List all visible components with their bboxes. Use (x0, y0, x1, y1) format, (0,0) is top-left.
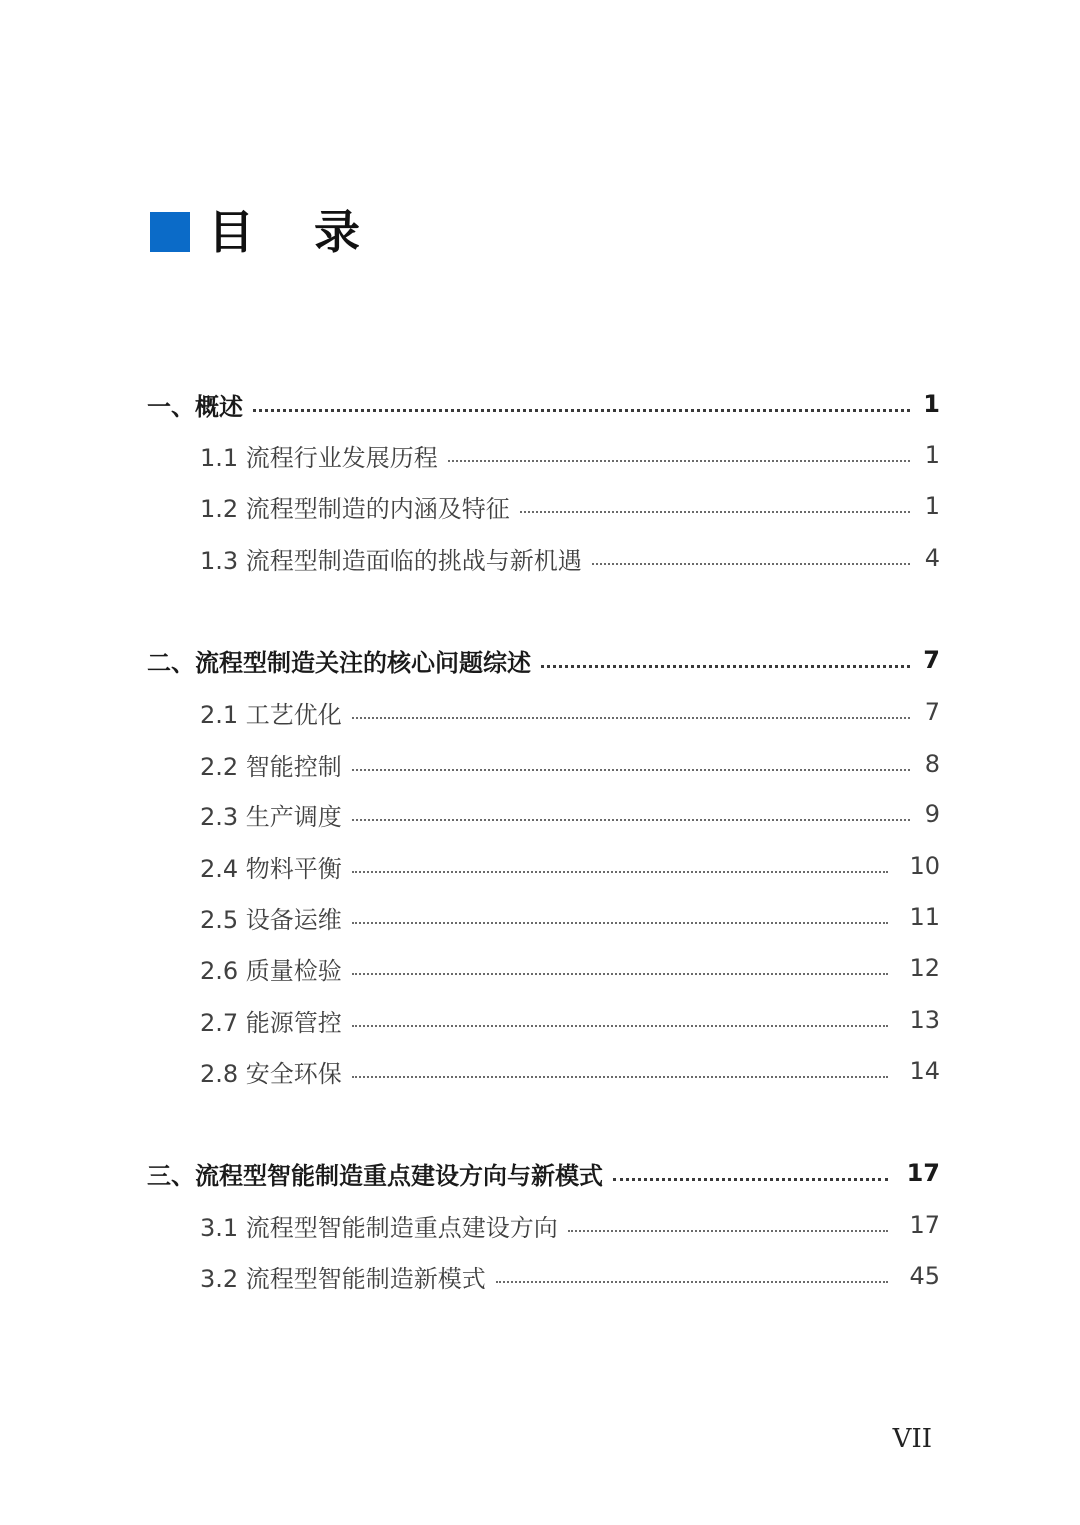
toc-section-2-7[interactable] (200, 1000, 940, 1040)
toc-chapter-1[interactable] (147, 384, 940, 424)
toc-entry-page: 1 (924, 441, 940, 469)
toc-entry-label: 2.7 能源管控 (200, 1008, 342, 1037)
dot-leader (568, 1230, 888, 1232)
toc-entry-page: 8 (924, 750, 940, 778)
page-title: 目 录 (208, 205, 383, 259)
toc-entry-page: 12 (909, 954, 940, 982)
dot-leader (541, 665, 910, 668)
toc-entry-label: 1.3 流程型制造面临的挑战与新机遇 (200, 546, 582, 575)
toc-section-2-3[interactable] (200, 794, 940, 834)
toc-entry-label: 2.5 设备运维 (200, 905, 342, 934)
toc-entry-label: 3.1 流程型智能制造重点建设方向 (200, 1213, 558, 1242)
toc-entry-label: 1.1 流程行业发展历程 (200, 443, 438, 472)
dot-leader (352, 819, 910, 821)
toc-entry-label: 2.1 工艺优化 (200, 700, 342, 729)
toc-entry-page: 45 (909, 1262, 940, 1290)
toc-entry-page: 7 (924, 698, 940, 726)
toc-section-1-2[interactable] (200, 486, 940, 526)
toc-section-2-6[interactable] (200, 948, 940, 988)
toc-entry-page: 14 (909, 1057, 940, 1085)
toc-entry-label: 2.8 安全环保 (200, 1059, 342, 1088)
toc-entry-page: 7 (923, 646, 940, 674)
toc-entry-label: 三、流程型智能制造重点建设方向与新模式 (147, 1161, 603, 1190)
toc-entry-label: 3.2 流程型智能制造新模式 (200, 1264, 486, 1293)
toc-section-3-1[interactable] (200, 1205, 940, 1245)
toc-chapter-3[interactable] (147, 1153, 940, 1193)
toc-section-2-5[interactable] (200, 897, 940, 937)
dot-leader (592, 563, 910, 565)
dot-leader (520, 511, 910, 513)
toc-section-2-8[interactable] (200, 1051, 940, 1091)
toc-entry-page: 4 (924, 544, 940, 572)
dot-leader (352, 871, 888, 873)
toc-section-1-3[interactable] (200, 538, 940, 578)
toc-entry-page: 11 (909, 903, 940, 931)
toc-entry-page: 10 (909, 852, 940, 880)
toc-section-2-1[interactable] (200, 692, 940, 732)
dot-leader (352, 922, 888, 924)
toc-section-2-2[interactable] (200, 744, 940, 784)
toc-entry-label: 2.3 生产调度 (200, 802, 342, 831)
dot-leader (352, 1076, 888, 1078)
toc-entry-page: 1 (924, 492, 940, 520)
dot-leader (253, 409, 910, 412)
dot-leader (352, 717, 910, 719)
dot-leader (613, 1178, 888, 1181)
toc-entry-label: 一、概述 (147, 392, 243, 421)
dot-leader (448, 460, 910, 462)
toc-entry-page: 1 (923, 390, 940, 418)
toc-entry-label: 二、流程型制造关注的核心问题综述 (147, 648, 531, 677)
toc-entry-label: 1.2 流程型制造的内涵及特征 (200, 494, 510, 523)
toc-entry-label: 2.4 物料平衡 (200, 854, 342, 883)
toc-entry-label: 2.2 智能控制 (200, 752, 342, 781)
toc-entry-page: 13 (909, 1006, 940, 1034)
toc-entry-page: 17 (909, 1211, 940, 1239)
dot-leader (352, 769, 910, 771)
toc-section-1-1[interactable] (200, 435, 940, 475)
toc-entry-page: 17 (906, 1159, 940, 1187)
dot-leader (352, 1025, 888, 1027)
dot-leader (496, 1281, 888, 1283)
toc-entry-label: 2.6 质量检验 (200, 956, 342, 985)
toc-entry-page: 9 (924, 800, 940, 828)
toc-chapter-2[interactable] (147, 640, 940, 680)
page-number: VII (892, 1424, 932, 1454)
dot-leader (352, 973, 888, 975)
toc-section-3-2[interactable] (200, 1256, 940, 1296)
toc-section-2-4[interactable] (200, 846, 940, 886)
